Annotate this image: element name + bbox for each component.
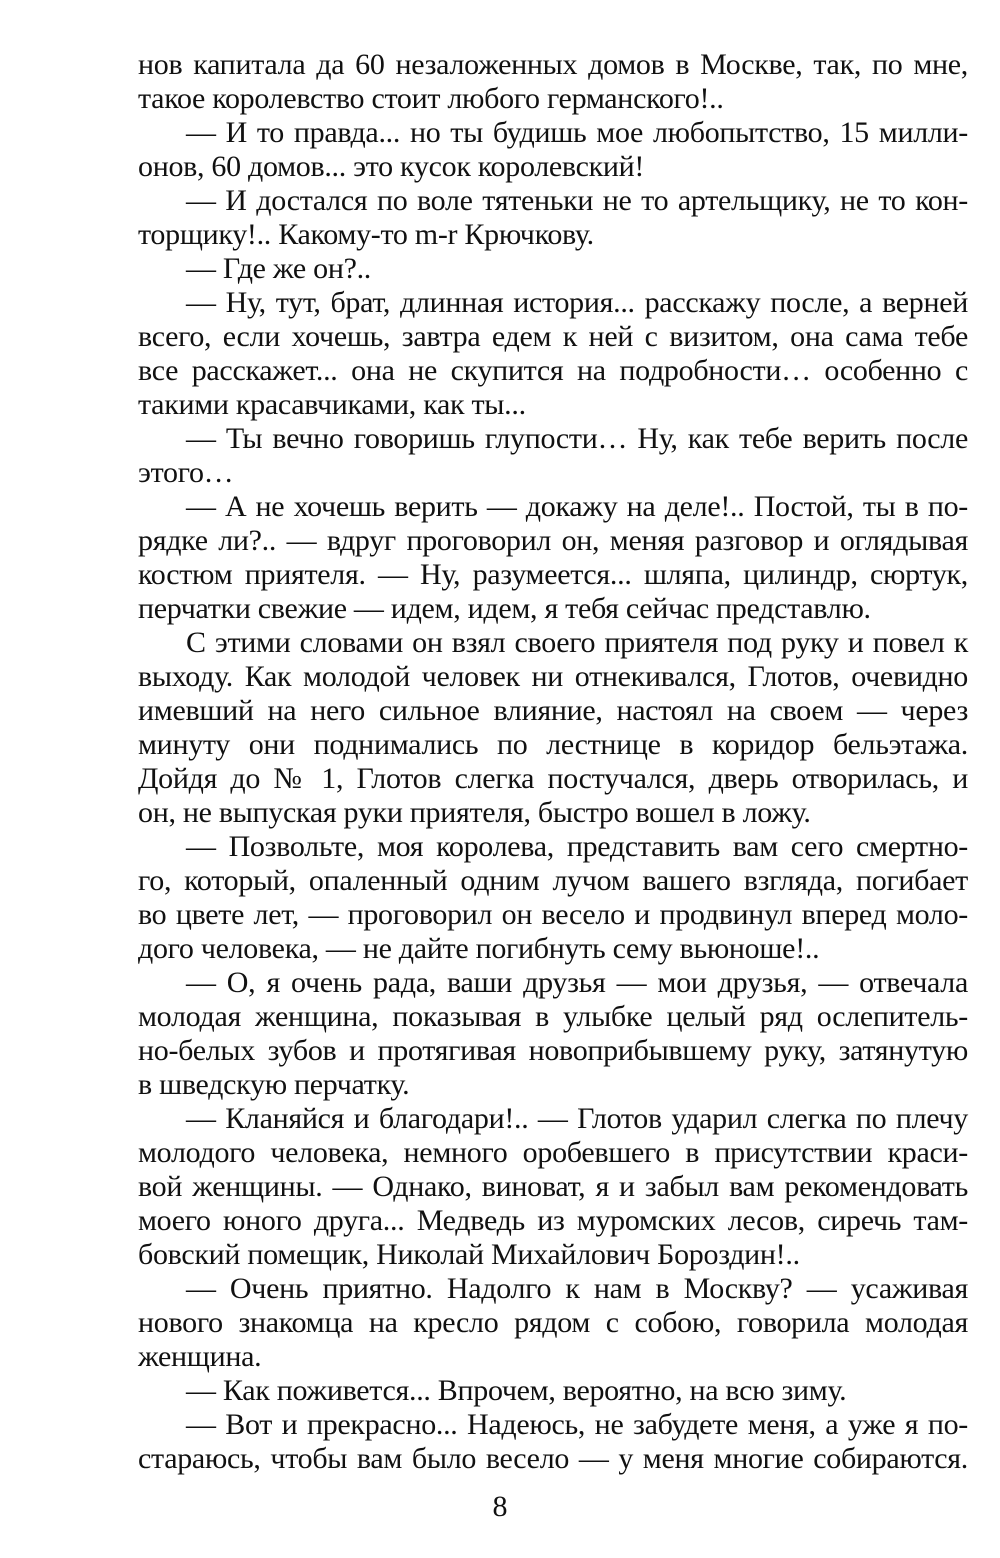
text-line: имевший на него сильное влияние, настоял на своем — через <box>138 694 968 727</box>
text-line: — А не хочешь верить — докажу на деле!.. Постой, ты в по- <box>186 490 968 523</box>
text-line: этого… <box>138 456 234 489</box>
text-line: — Вот и прекрасно... Надеюсь, не забудете меня, а уже я по- <box>186 1408 968 1441</box>
text-line: но-белых зубов и протягивая новоприбывшему руку, затянутую <box>138 1034 968 1067</box>
text-line: го, который, опаленный одним лучом вашего взгляда, погибает <box>138 864 968 897</box>
text-line: нового знакомца на кресло рядом с собою, говорила молодая <box>138 1306 968 1339</box>
text-line: рядке ли?.. — вдруг проговорил он, меняя разговор и оглядывая <box>138 524 968 557</box>
text-line: — Где же он?.. <box>186 252 371 285</box>
page-number: 8 <box>492 1490 508 1523</box>
text-line: — Кланяйся и благодари!.. — Глотов ударил слегка по плечу <box>186 1102 968 1135</box>
text-line: он, не выпуская руки приятеля, быстро вошел в ложу. <box>138 796 811 829</box>
text-line: стараюсь, чтобы вам было весело — у меня многие собираются. <box>138 1442 968 1475</box>
text-line: минуту они поднимались по лестнице в коридор бельэтажа. <box>138 728 968 761</box>
text-line: во цвете лет, — проговорил он весело и продвинул вперед моло- <box>138 898 968 931</box>
text-line: перчатки свежие — идем, идем, я тебя сейчас представлю. <box>138 592 871 625</box>
text-line: торщику!.. Какому-то m-r Крючкову. <box>138 218 594 251</box>
text-line: женщина. <box>138 1340 262 1373</box>
text-line: — О, я очень рада, ваши друзья — мои друзья, — отвечала <box>186 966 968 999</box>
text-line: онов, 60 домов... это кусок королевский! <box>138 150 645 183</box>
text-line: молодого человека, немного оробевшего в присутствии краси- <box>138 1136 968 1169</box>
text-line: все расскажет... она не скупится на подробности… особенно с <box>138 354 968 387</box>
text-line: всего, если хочешь, завтра едем к ней с визитом, она сама тебе <box>138 320 968 353</box>
text-line: — Как поживется... Впрочем, вероятно, на всю зиму. <box>186 1374 847 1407</box>
text-line: костюм приятеля. — Ну, разумеется... шляпа, цилиндр, сюртук, <box>138 558 968 591</box>
text-line: — Позвольте, моя королева, представить вам сего смертно- <box>186 830 968 863</box>
text-line: С этими словами он взял своего приятеля под руку и повел к <box>186 626 968 659</box>
page-text-body <box>138 48 968 1476</box>
text-line: в шведскую перчатку. <box>138 1068 410 1101</box>
text-line: — И то правда... но ты будишь мое любопытство, 15 милли- <box>186 116 968 149</box>
text-line: бовский помещик, Николай Михайлович Бороздин!.. <box>138 1238 800 1271</box>
text-line: дого человека, — не дайте погибнуть сему вьюноше!.. <box>138 932 820 965</box>
text-line: вой женщины. — Однако, виноват, я и забыл вам рекомендовать <box>138 1170 968 1203</box>
text-line: моего юного друга... Медведь из муромских лесов, сиречь там- <box>138 1204 968 1237</box>
text-line: — И достался по воле тятеньки не то артельщику, не то кон- <box>186 184 968 217</box>
text-line: — Ты вечно говоришь глупости… Ну, как тебе верить после <box>186 422 968 455</box>
text-line: такое королевство стоит любого германского!.. <box>138 82 724 115</box>
text-line: такими красавчиками, как ты... <box>138 388 526 421</box>
text-line: нов капитала да 60 незаложенных домов в Москве, так, по мне, <box>138 48 968 81</box>
text-line: — Очень приятно. Надолго к нам в Москву? — усаживая <box>186 1272 968 1305</box>
text-line: молодая женщина, показывая в улыбке целый ряд ослепитель- <box>138 1000 968 1033</box>
text-line: выходу. Как молодой человек ни отнекивался, Глотов, очевидно <box>138 660 968 693</box>
text-line: — Ну, тут, брат, длинная история... расскажу после, а верней <box>186 286 968 319</box>
text-line: Дойдя до № 1, Глотов слегка постучался, дверь отворилась, и <box>138 762 968 795</box>
